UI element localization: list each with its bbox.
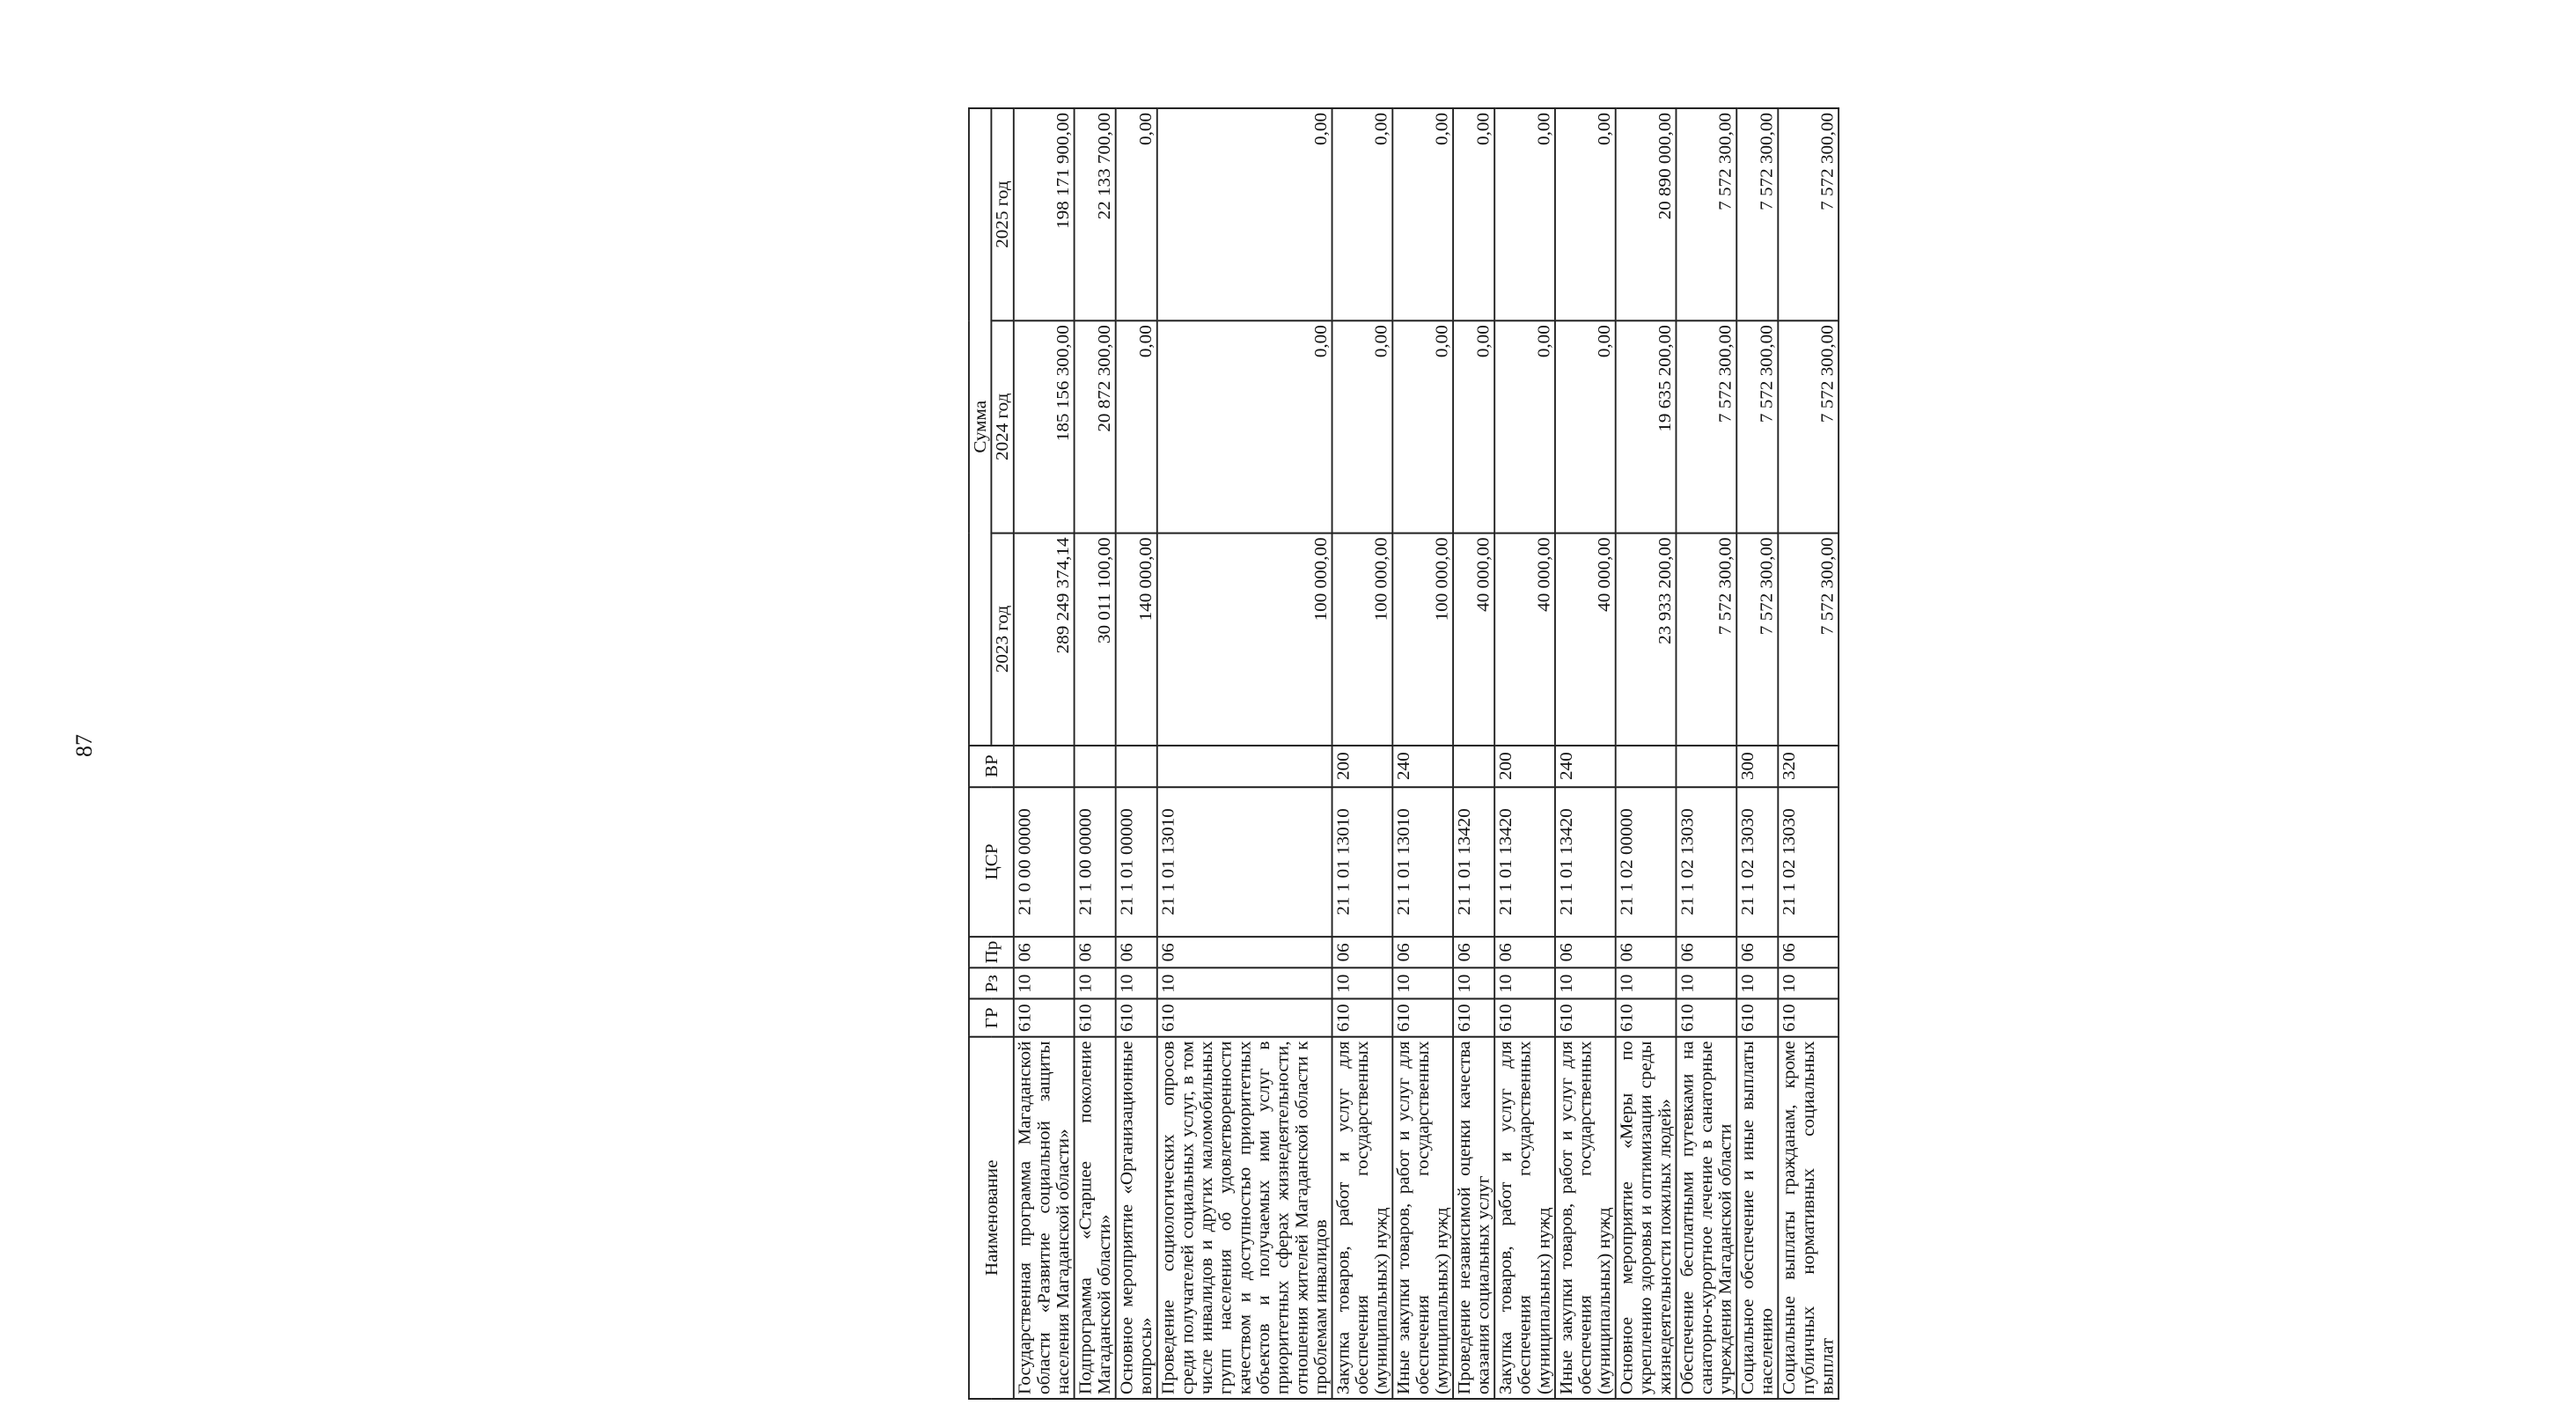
table-row: [1778, 108, 1838, 1399]
cell-rz: 10: [1014, 968, 1075, 999]
header-2025: 2025 год: [991, 108, 1013, 320]
cell-gr: 610: [1676, 999, 1736, 1037]
cell-pr: 06: [1616, 937, 1677, 967]
budget-table: [968, 107, 1839, 1400]
cell-vr: [1616, 746, 1677, 787]
cell-pr: 06: [1676, 937, 1736, 967]
table-row: [1494, 108, 1555, 1399]
table-row: [1075, 108, 1116, 1399]
cell-pr: 06: [1453, 937, 1494, 967]
cell-vr: [1075, 746, 1116, 787]
cell-name: Иные закупки товаров, работ и услуг для обеспечения государственных (муниципальных) нужд: [1555, 1037, 1616, 1399]
cell-2025: 20 890 000,00: [1616, 108, 1677, 320]
cell-2025: 0,00: [1494, 108, 1555, 320]
cell-2025: 7 572 300,00: [1778, 108, 1838, 320]
cell-rz: 10: [1778, 968, 1838, 999]
table-row: [1555, 108, 1616, 1399]
cell-gr: 610: [1332, 999, 1393, 1037]
cell-csr: 21 0 00 00000: [1014, 787, 1075, 937]
cell-vr: [1116, 746, 1157, 787]
cell-2025: 7 572 300,00: [1736, 108, 1778, 320]
header-vr: ВР: [969, 746, 1014, 787]
cell-2024: 7 572 300,00: [1736, 320, 1778, 533]
cell-csr: 21 1 00 00000: [1075, 787, 1116, 937]
cell-2024: 0,00: [1555, 320, 1616, 533]
cell-name: Закупка товаров, работ и услуг для обеспечения государственных (муниципальных) нужд: [1332, 1037, 1393, 1399]
cell-pr: 06: [1494, 937, 1555, 967]
cell-csr: 21 1 02 13030: [1736, 787, 1778, 937]
cell-gr: 610: [1453, 999, 1494, 1037]
cell-rz: 10: [1075, 968, 1116, 999]
cell-rz: 10: [1676, 968, 1736, 999]
cell-2025: 0,00: [1116, 108, 1157, 320]
cell-2024: 19 635 200,00: [1616, 320, 1677, 533]
cell-csr: 21 1 01 00000: [1116, 787, 1157, 937]
header-gr: ГР: [969, 999, 1014, 1037]
table-row: [1676, 108, 1736, 1399]
cell-csr: 21 1 01 13010: [1392, 787, 1453, 937]
header-csr: ЦСР: [969, 787, 1014, 937]
cell-csr: 21 1 02 13030: [1676, 787, 1736, 937]
header-name: Наименование: [969, 1037, 1014, 1399]
cell-vr: 300: [1736, 746, 1778, 787]
cell-csr: 21 1 01 13420: [1555, 787, 1616, 937]
cell-2025: 0,00: [1555, 108, 1616, 320]
cell-2024: 0,00: [1494, 320, 1555, 533]
cell-name: Закупка товаров, работ и услуг для обеспечения государственных (муниципальных) нужд: [1494, 1037, 1555, 1399]
cell-rz: 10: [1332, 968, 1393, 999]
cell-2023: 7 572 300,00: [1778, 533, 1838, 745]
table-row: [1453, 108, 1494, 1399]
header-2024: 2024 год: [991, 320, 1013, 533]
cell-2025: 0,00: [1392, 108, 1453, 320]
cell-gr: 610: [1014, 999, 1075, 1037]
cell-vr: [1157, 746, 1332, 787]
cell-pr: 06: [1392, 937, 1453, 967]
cell-csr: 21 1 01 13420: [1494, 787, 1555, 937]
cell-gr: 610: [1494, 999, 1555, 1037]
cell-gr: 610: [1157, 999, 1332, 1037]
cell-gr: 610: [1616, 999, 1677, 1037]
cell-rz: 10: [1736, 968, 1778, 999]
cell-2023: 100 000,00: [1157, 533, 1332, 745]
cell-2023: 40 000,00: [1494, 533, 1555, 745]
cell-name: Основное мероприятие «Меры по укреплению здоровья и оптимизации среды жизнедеятельности пожилых людей»: [1616, 1037, 1677, 1399]
cell-csr: 21 1 01 13010: [1157, 787, 1332, 937]
cell-2023: 140 000,00: [1116, 533, 1157, 745]
table-row: [1736, 108, 1778, 1399]
cell-gr: 610: [1778, 999, 1838, 1037]
cell-pr: 06: [1075, 937, 1116, 967]
header-pr: Пр: [969, 937, 1014, 967]
cell-pr: 06: [1736, 937, 1778, 967]
cell-vr: 200: [1494, 746, 1555, 787]
cell-2024: 0,00: [1157, 320, 1332, 533]
cell-pr: 06: [1332, 937, 1393, 967]
cell-rz: 10: [1157, 968, 1332, 999]
cell-rz: 10: [1494, 968, 1555, 999]
table-row: [1157, 108, 1332, 1399]
cell-rz: 10: [1616, 968, 1677, 999]
cell-gr: 610: [1116, 999, 1157, 1037]
cell-pr: 06: [1555, 937, 1616, 967]
cell-gr: 610: [1075, 999, 1116, 1037]
cell-2024: 0,00: [1453, 320, 1494, 533]
cell-2023: 100 000,00: [1392, 533, 1453, 745]
cell-gr: 610: [1555, 999, 1616, 1037]
cell-2024: 185 156 300,00: [1014, 320, 1075, 533]
cell-vr: 240: [1392, 746, 1453, 787]
table-row: [1616, 108, 1677, 1399]
cell-2023: 40 000,00: [1555, 533, 1616, 745]
cell-gr: 610: [1736, 999, 1778, 1037]
cell-vr: [1676, 746, 1736, 787]
header-rz: Рз: [969, 968, 1014, 999]
cell-2024: 0,00: [1116, 320, 1157, 533]
header-sum: Сумма: [969, 108, 991, 746]
cell-name: Социальные выплаты гражданам, кроме публичных нормативных социальных выплат: [1778, 1037, 1838, 1399]
cell-2025: 0,00: [1453, 108, 1494, 320]
cell-pr: 06: [1116, 937, 1157, 967]
cell-name: Государственная программа Магаданской области «Развитие социальной защиты населения Магаданской области»: [1014, 1037, 1075, 1399]
page-number: 87: [71, 734, 97, 757]
cell-name: Проведение независимой оценки качества оказания социальных услуг: [1453, 1037, 1494, 1399]
cell-gr: 610: [1392, 999, 1453, 1037]
cell-2025: 198 171 900,00: [1014, 108, 1075, 320]
table-body: [1014, 108, 1838, 1399]
table-row: [1116, 108, 1157, 1399]
cell-2023: 40 000,00: [1453, 533, 1494, 745]
rotated-table-wrapper: [968, 107, 2576, 1400]
cell-rz: 10: [1116, 968, 1157, 999]
cell-2025: 22 133 700,00: [1075, 108, 1116, 320]
cell-vr: [1453, 746, 1494, 787]
table-row: [1392, 108, 1453, 1399]
cell-csr: 21 1 01 13010: [1332, 787, 1393, 937]
cell-2023: 7 572 300,00: [1736, 533, 1778, 745]
table-row: [1014, 108, 1075, 1399]
cell-2025: 0,00: [1157, 108, 1332, 320]
cell-name: Иные закупки товаров, работ и услуг для обеспечения государственных (муниципальных) нужд: [1392, 1037, 1453, 1399]
table-header: [969, 108, 1014, 1399]
cell-2024: 7 572 300,00: [1778, 320, 1838, 533]
cell-name: Подпрограмма «Старшее поколение Магаданской области»: [1075, 1037, 1116, 1399]
cell-2023: 30 011 100,00: [1075, 533, 1116, 745]
cell-rz: 10: [1392, 968, 1453, 999]
cell-2024: 0,00: [1392, 320, 1453, 533]
cell-pr: 06: [1014, 937, 1075, 967]
cell-name: Проведение социологических опросов среди получателей социальных услуг, в том числе инвалидов и других маломобильных групп населения об удовлетворенности качеством и доступностью приоритетных объектов и получаемых ими услуг в приоритетных сферах жизнедеятельности, отношения жителей Магаданской области к проблемам инвалидов: [1157, 1037, 1332, 1399]
cell-2023: 23 933 200,00: [1616, 533, 1677, 745]
table-row: [1332, 108, 1393, 1399]
cell-2024: 0,00: [1332, 320, 1393, 533]
cell-2025: 0,00: [1332, 108, 1393, 320]
cell-csr: 21 1 01 13420: [1453, 787, 1494, 937]
cell-rz: 10: [1555, 968, 1616, 999]
cell-2024: 7 572 300,00: [1676, 320, 1736, 533]
cell-2024: 20 872 300,00: [1075, 320, 1116, 533]
cell-2023: 7 572 300,00: [1676, 533, 1736, 745]
cell-2023: 100 000,00: [1332, 533, 1393, 745]
cell-name: Социальное обеспечение и иные выплаты населению: [1736, 1037, 1778, 1399]
cell-name: Основное мероприятие «Организационные вопросы»: [1116, 1037, 1157, 1399]
cell-vr: 200: [1332, 746, 1393, 787]
header-2023: 2023 год: [991, 533, 1013, 745]
cell-csr: 21 1 02 13030: [1778, 787, 1838, 937]
cell-2023: 289 249 374,14: [1014, 533, 1075, 745]
cell-name: Обеспечение бесплатными путевками на санаторно-курортное лечение в санаторные учреждения Магаданской области: [1676, 1037, 1736, 1399]
cell-2025: 7 572 300,00: [1676, 108, 1736, 320]
cell-pr: 06: [1778, 937, 1838, 967]
cell-rz: 10: [1453, 968, 1494, 999]
cell-vr: 240: [1555, 746, 1616, 787]
cell-vr: [1014, 746, 1075, 787]
cell-pr: 06: [1157, 937, 1332, 967]
cell-vr: 320: [1778, 746, 1838, 787]
cell-csr: 21 1 02 00000: [1616, 787, 1677, 937]
